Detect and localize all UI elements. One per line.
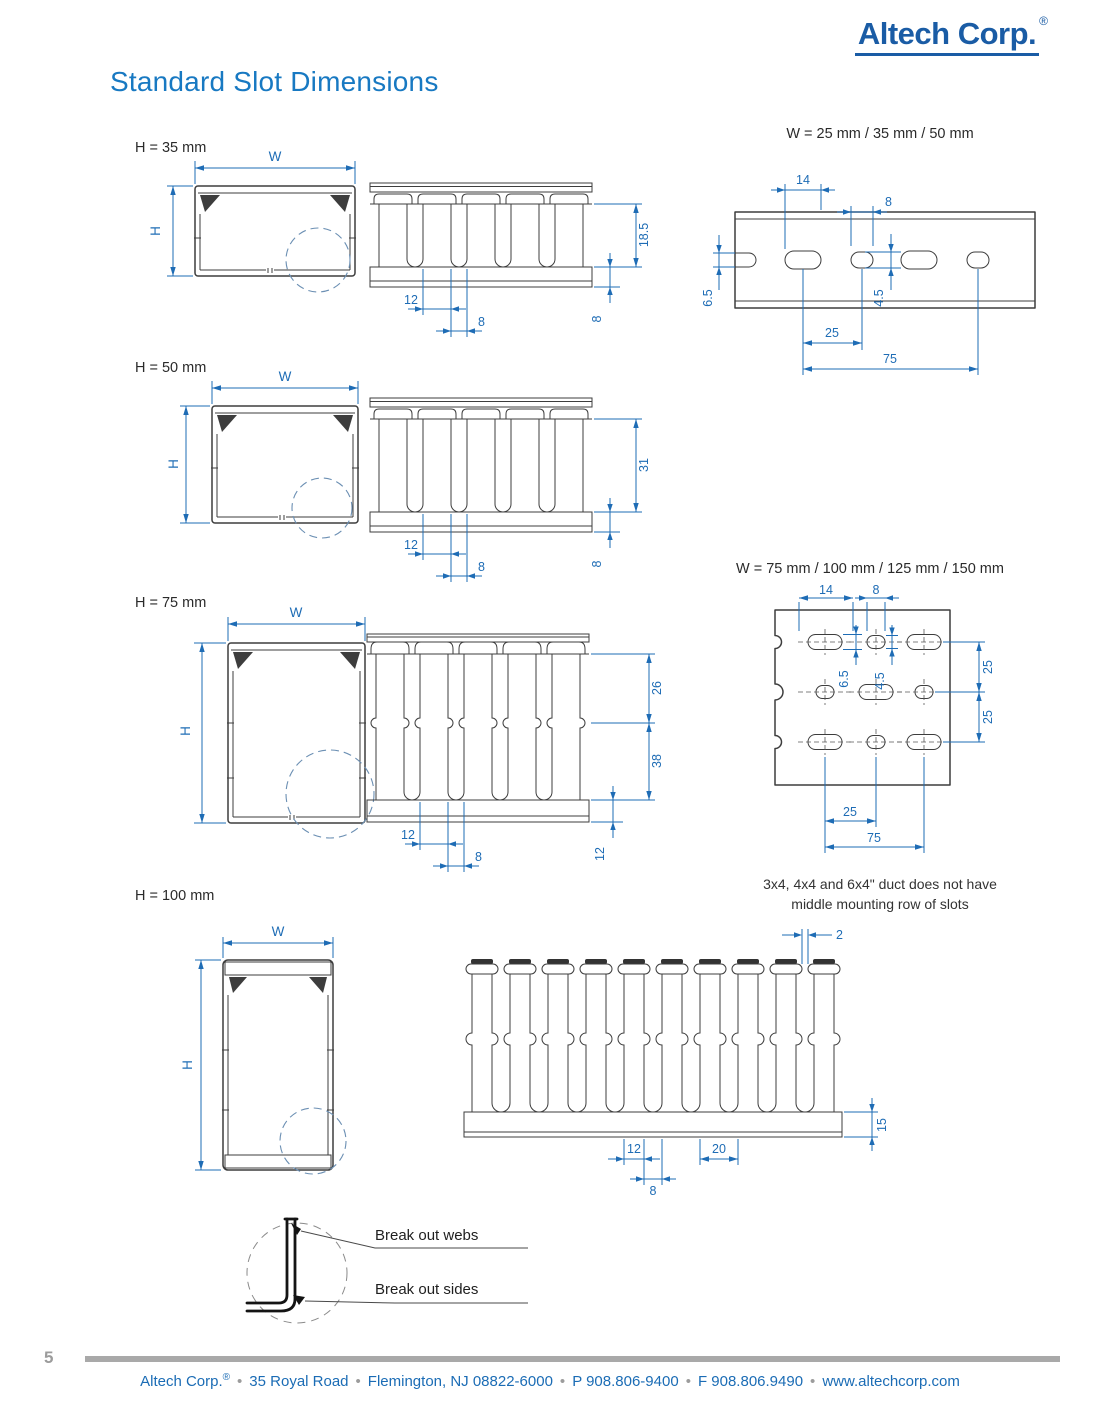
- dim-8-label: 8: [885, 195, 892, 209]
- footer-divider-bar: [85, 1356, 1060, 1362]
- rail-small-title: W = 25 mm / 35 mm / 50 mm: [786, 126, 974, 142]
- finger-length-dimension: [594, 204, 651, 267]
- plate-note-line2: middle mounting row of slots: [791, 896, 969, 912]
- dim-75-label: 75: [867, 831, 881, 845]
- dim-w: W: [289, 605, 303, 620]
- duct-profile: [367, 634, 589, 822]
- dim-25-rows: [935, 642, 995, 742]
- duct-cross-section: [194, 186, 356, 292]
- footer-bullet: •: [237, 1373, 243, 1390]
- rail-large-title: W = 75 mm / 100 mm / 125 mm / 150 mm: [736, 561, 1004, 577]
- dim-12: 12: [401, 828, 415, 842]
- dim-14-label: 14: [796, 173, 810, 187]
- dim-4-5-label: 4.5: [872, 289, 886, 307]
- dim-12: 12: [627, 1142, 641, 1156]
- w-dimension: [228, 605, 365, 641]
- company-logo: [855, 16, 1048, 56]
- footer-city: Flemington, NJ 08822-6000: [367, 1373, 553, 1390]
- dim-25-label: 25: [825, 326, 839, 340]
- w-dimension: [212, 369, 358, 404]
- dim-18-5: 18.5: [637, 222, 651, 248]
- dim-8-label: 8: [872, 583, 880, 597]
- dim-20: 20: [712, 1142, 726, 1156]
- dim-25c-label: 25: [843, 805, 857, 819]
- dim-75-label: 75: [883, 352, 897, 366]
- dim-75: [825, 757, 924, 853]
- footer-fax: F 908.806.9490: [697, 1373, 804, 1390]
- cross-section-h50-drawing: [150, 368, 380, 543]
- dim-14: [771, 173, 835, 249]
- dim-8: [837, 195, 892, 246]
- dim-31: 31: [637, 458, 651, 472]
- mounting-slot: [785, 251, 821, 269]
- footer-bullet: •: [810, 1373, 816, 1390]
- dim-h: H: [180, 1060, 195, 1070]
- dim-25b-label: 25: [981, 710, 995, 724]
- dim-4-5: [865, 234, 901, 307]
- section-label-h100: H = 100 mm: [135, 888, 215, 904]
- label-break-out-sides: Break out sides: [375, 1281, 479, 1298]
- dim-6-5-label: 6.5: [701, 289, 715, 307]
- dim-6-5: [701, 235, 735, 307]
- slot-profile-h50-drawing: [358, 390, 670, 590]
- dim-4-5: [873, 625, 898, 690]
- logo-text: Altech Corp.: [855, 16, 1039, 56]
- duct-profile: [370, 183, 592, 287]
- base-height-dimension: [590, 498, 620, 567]
- cross-section-h35-drawing: [140, 148, 370, 298]
- slot-profile-h75-drawing: [355, 628, 685, 883]
- duct-profile: [370, 398, 592, 532]
- leader-sides: [305, 1301, 528, 1303]
- footer-phone: P 908.806-9400: [572, 1373, 679, 1390]
- corner-profile: [247, 1219, 305, 1311]
- pitch-dimension: [404, 269, 466, 315]
- upper-length-dimension: [591, 654, 664, 723]
- breakout-detail-circle: [280, 1108, 346, 1174]
- dim-h: H: [178, 726, 193, 736]
- finger-length-dimension: [594, 419, 651, 512]
- dim-h: H: [166, 459, 181, 469]
- duct-profile: [464, 959, 842, 1137]
- label-break-out-webs: Break out webs: [375, 1227, 479, 1244]
- dim-14: [799, 583, 853, 631]
- mounting-plate-large-drawing: [735, 585, 1095, 885]
- footer-website[interactable]: www.altechcorp.com: [822, 1373, 960, 1390]
- section-label-h75: H = 75 mm: [135, 595, 207, 611]
- mounting-slots: [798, 629, 951, 755]
- section-label-h35: H = 35 mm: [135, 140, 207, 156]
- base-height-dimension: [590, 253, 620, 322]
- dim-8: [855, 583, 899, 631]
- dim-26: 26: [650, 681, 664, 695]
- dim-15: 15: [875, 1118, 889, 1132]
- cross-section-h100-drawing: [175, 925, 395, 1185]
- footer-reg-mark: ®: [222, 1372, 231, 1383]
- dim-8-slot: 8: [478, 315, 485, 329]
- dim-25: [803, 269, 862, 350]
- dim-w: W: [271, 924, 285, 939]
- dim-8-slot: 8: [475, 850, 482, 864]
- page-number: 5: [44, 1348, 54, 1367]
- dim-12-base: 12: [593, 847, 607, 861]
- spacing-dimension: [700, 1139, 738, 1165]
- lower-length-dimension: [591, 723, 664, 800]
- duct-cross-section: [211, 406, 359, 538]
- dim-4-5-label: 4.5: [873, 672, 887, 690]
- dim-38: 38: [650, 754, 664, 768]
- dim-12: 12: [404, 293, 418, 307]
- pitch-dimension: [404, 514, 466, 560]
- dim-8-slot: 8: [649, 1184, 657, 1198]
- dim-6-5: [837, 625, 862, 688]
- footer-bullet: •: [559, 1373, 566, 1390]
- footer-bullet: •: [685, 1373, 691, 1390]
- dim-14-label: 14: [819, 583, 833, 597]
- section-label-h50: H = 50 mm: [135, 360, 207, 376]
- footer-contact-line: [0, 1372, 1100, 1390]
- slot-width-dimension: [436, 514, 485, 582]
- duct-cross-section: [222, 960, 346, 1174]
- h-dimension: [180, 960, 221, 1170]
- footer-company: Altech Corp.: [140, 1373, 223, 1390]
- w-dimension: [223, 924, 333, 958]
- dim-h: H: [148, 226, 163, 236]
- dim-25a-label: 25: [981, 660, 995, 674]
- w-dimension: [195, 149, 355, 184]
- dim-12: 12: [404, 538, 418, 552]
- mounting-rail-small-drawing: [701, 150, 1100, 385]
- dim-8-base: 8: [590, 315, 604, 323]
- dim-w: W: [278, 369, 292, 384]
- registered-mark: ®: [1039, 14, 1048, 28]
- pitch-dimension: [401, 802, 463, 850]
- base-height-dimension: [844, 1098, 889, 1151]
- slot-width-dimension: [436, 269, 485, 337]
- base-height-dimension: [591, 786, 623, 861]
- footer-bullet: •: [355, 1373, 361, 1390]
- page-title: Standard Slot Dimensions: [110, 66, 439, 97]
- h-dimension: [178, 643, 226, 823]
- slot-profile-h100-drawing: [440, 915, 910, 1215]
- slot-profile-h35-drawing: [358, 175, 670, 343]
- footer-address: 35 Royal Road: [249, 1373, 349, 1390]
- h-dimension: [148, 186, 193, 276]
- dim-w: W: [268, 149, 282, 164]
- mounting-slot: [851, 252, 873, 268]
- plate-note-line1: 3x4, 4x4 and 6x4" duct does not have: [763, 876, 997, 892]
- duct-cross-section: [227, 643, 374, 838]
- edge-slot: [735, 253, 756, 267]
- mounting-slot: [967, 252, 989, 268]
- dim-8-base: 8: [590, 560, 604, 568]
- cap-gap-dimension: [782, 928, 843, 964]
- breakout-detail-circle: [286, 228, 350, 292]
- h-dimension: [166, 406, 210, 523]
- dim-2: 2: [836, 928, 843, 942]
- dim-6-5-label: 6.5: [837, 670, 851, 688]
- mounting-slot: [901, 251, 937, 269]
- breakout-detail-circle: [292, 478, 352, 538]
- dim-8-slot: 8: [478, 560, 485, 574]
- slot-width-dimension: [433, 802, 482, 872]
- pitch-dimension: [608, 1139, 660, 1165]
